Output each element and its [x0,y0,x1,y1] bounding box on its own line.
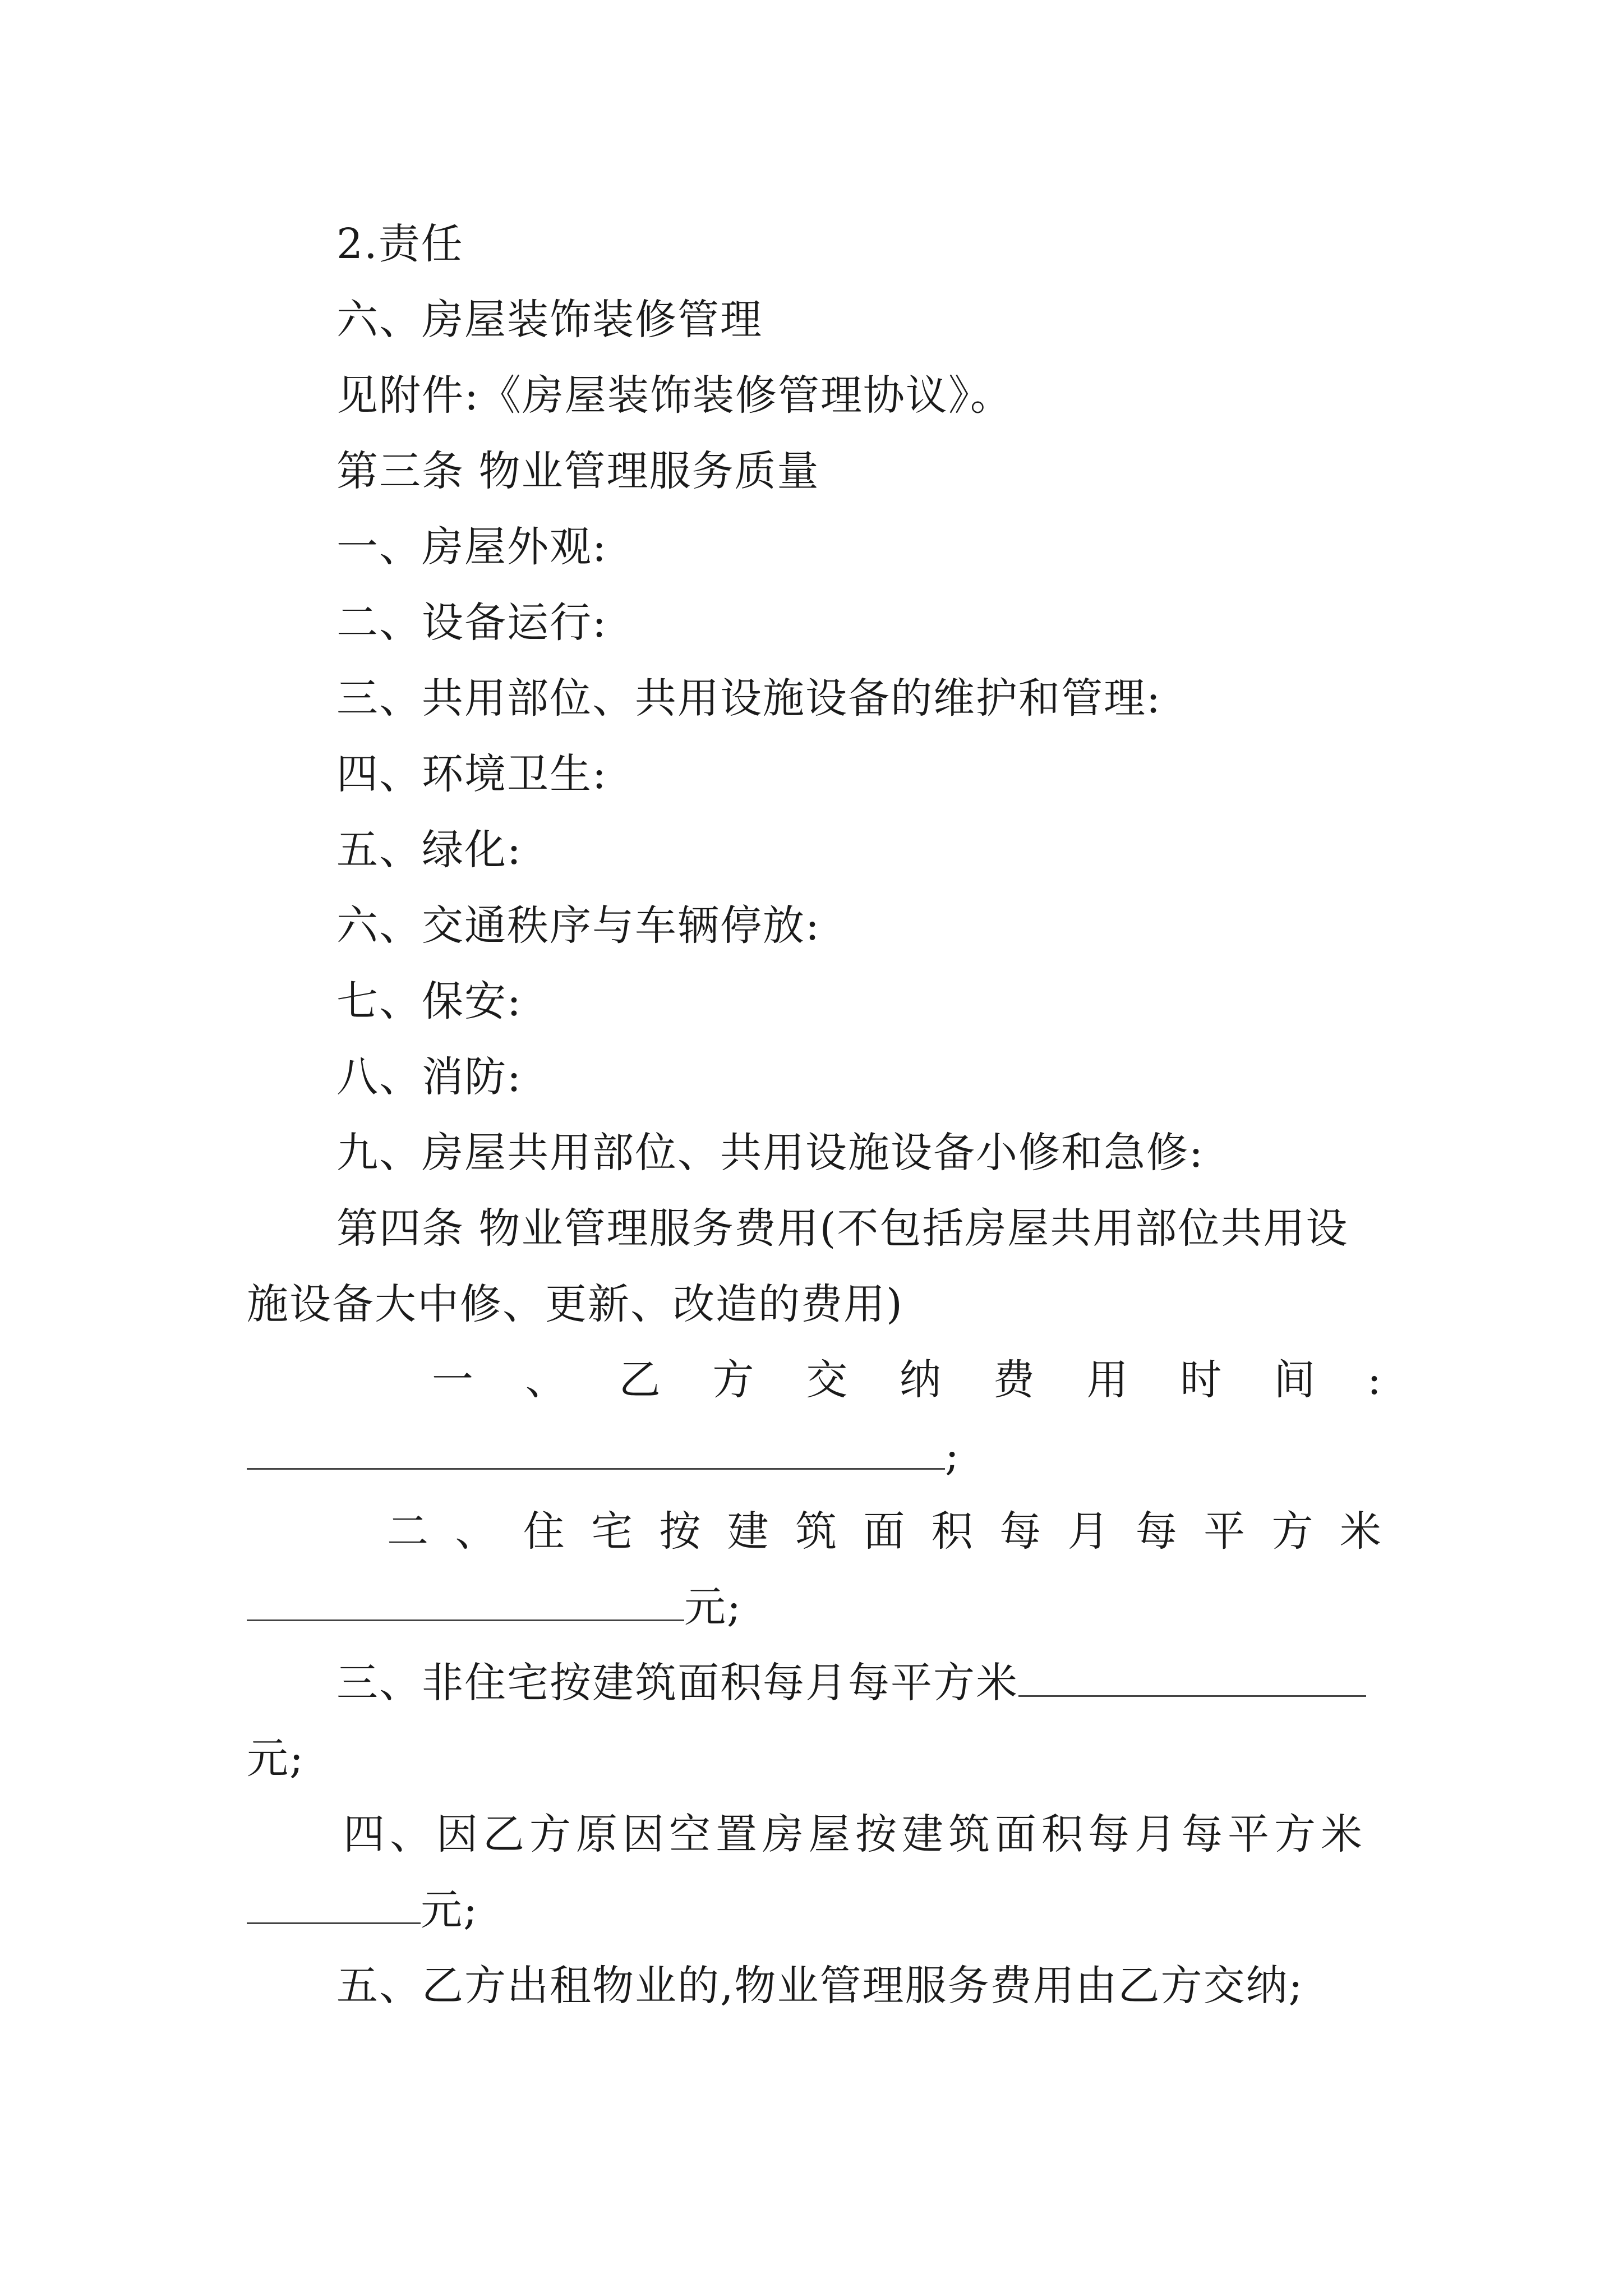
quality-environment-hygiene: 四、环境卫生: [336,750,607,798]
fee-payment-time-line: 一 、 乙 方 交 纳 费 用 时 间 : [432,1356,1382,1404]
non-residential-fee-line: 三、非住宅按建筑面积每月每平方米 [336,1655,1366,1711]
non-residential-fee-blank[interactable] [1018,1660,1366,1697]
fee-payment-time-field: ; [247,1428,960,1484]
quality-greening: 五、绿化: [336,826,522,874]
item-responsibility: 2.责任 [336,220,464,268]
article-3-heading: 第三条 物业管理服务质量 [336,447,820,495]
payment-time-blank[interactable] [247,1433,945,1470]
rented-property-fee-line: 五、乙方出租物业的,物业管理服务费用由乙方交纳; [336,1962,1304,2010]
section-decoration-management: 六、房屋装饰装修管理 [336,296,763,344]
quality-traffic-parking: 六、交通秩序与车辆停放: [336,901,820,950]
quality-shared-facilities: 三、共用部位、共用设施设备的维护和管理: [336,674,1161,723]
quality-fire-protection: 八、消防: [336,1053,522,1101]
residential-fee-blank[interactable] [247,1585,684,1621]
quality-house-appearance: 一、房屋外观: [336,523,607,571]
vacant-house-fee-blank[interactable] [247,1888,421,1924]
quality-equipment-operation: 二、设备运行: [336,599,607,647]
quality-minor-repairs: 九、房屋共用部位、共用设施设备小修和急修: [336,1129,1204,1177]
residential-fee-line: 二 、 住 宅 按 建 筑 面 积 每 月 每 平 方 米 [387,1507,1382,1556]
residential-fee-field: 元; [247,1579,742,1635]
vacant-house-fee-field: 元; [247,1882,478,1938]
article-4-heading: 第四条 物业管理服务费用(不包括房屋共用部位共用设 [336,1204,1349,1253]
article-4-heading-cont: 施设备大中修、更新、改造的费用) [247,1280,903,1328]
vacant-house-fee-line: 四、因乙方原因空置房屋按建筑面积每月每平方米 [343,1810,1367,1858]
attachment-reference: 见附件:《房屋装饰装修管理协议》。 [336,371,1013,420]
quality-security: 七、保安: [336,977,522,1025]
non-residential-fee-unit: 元; [247,1734,305,1783]
